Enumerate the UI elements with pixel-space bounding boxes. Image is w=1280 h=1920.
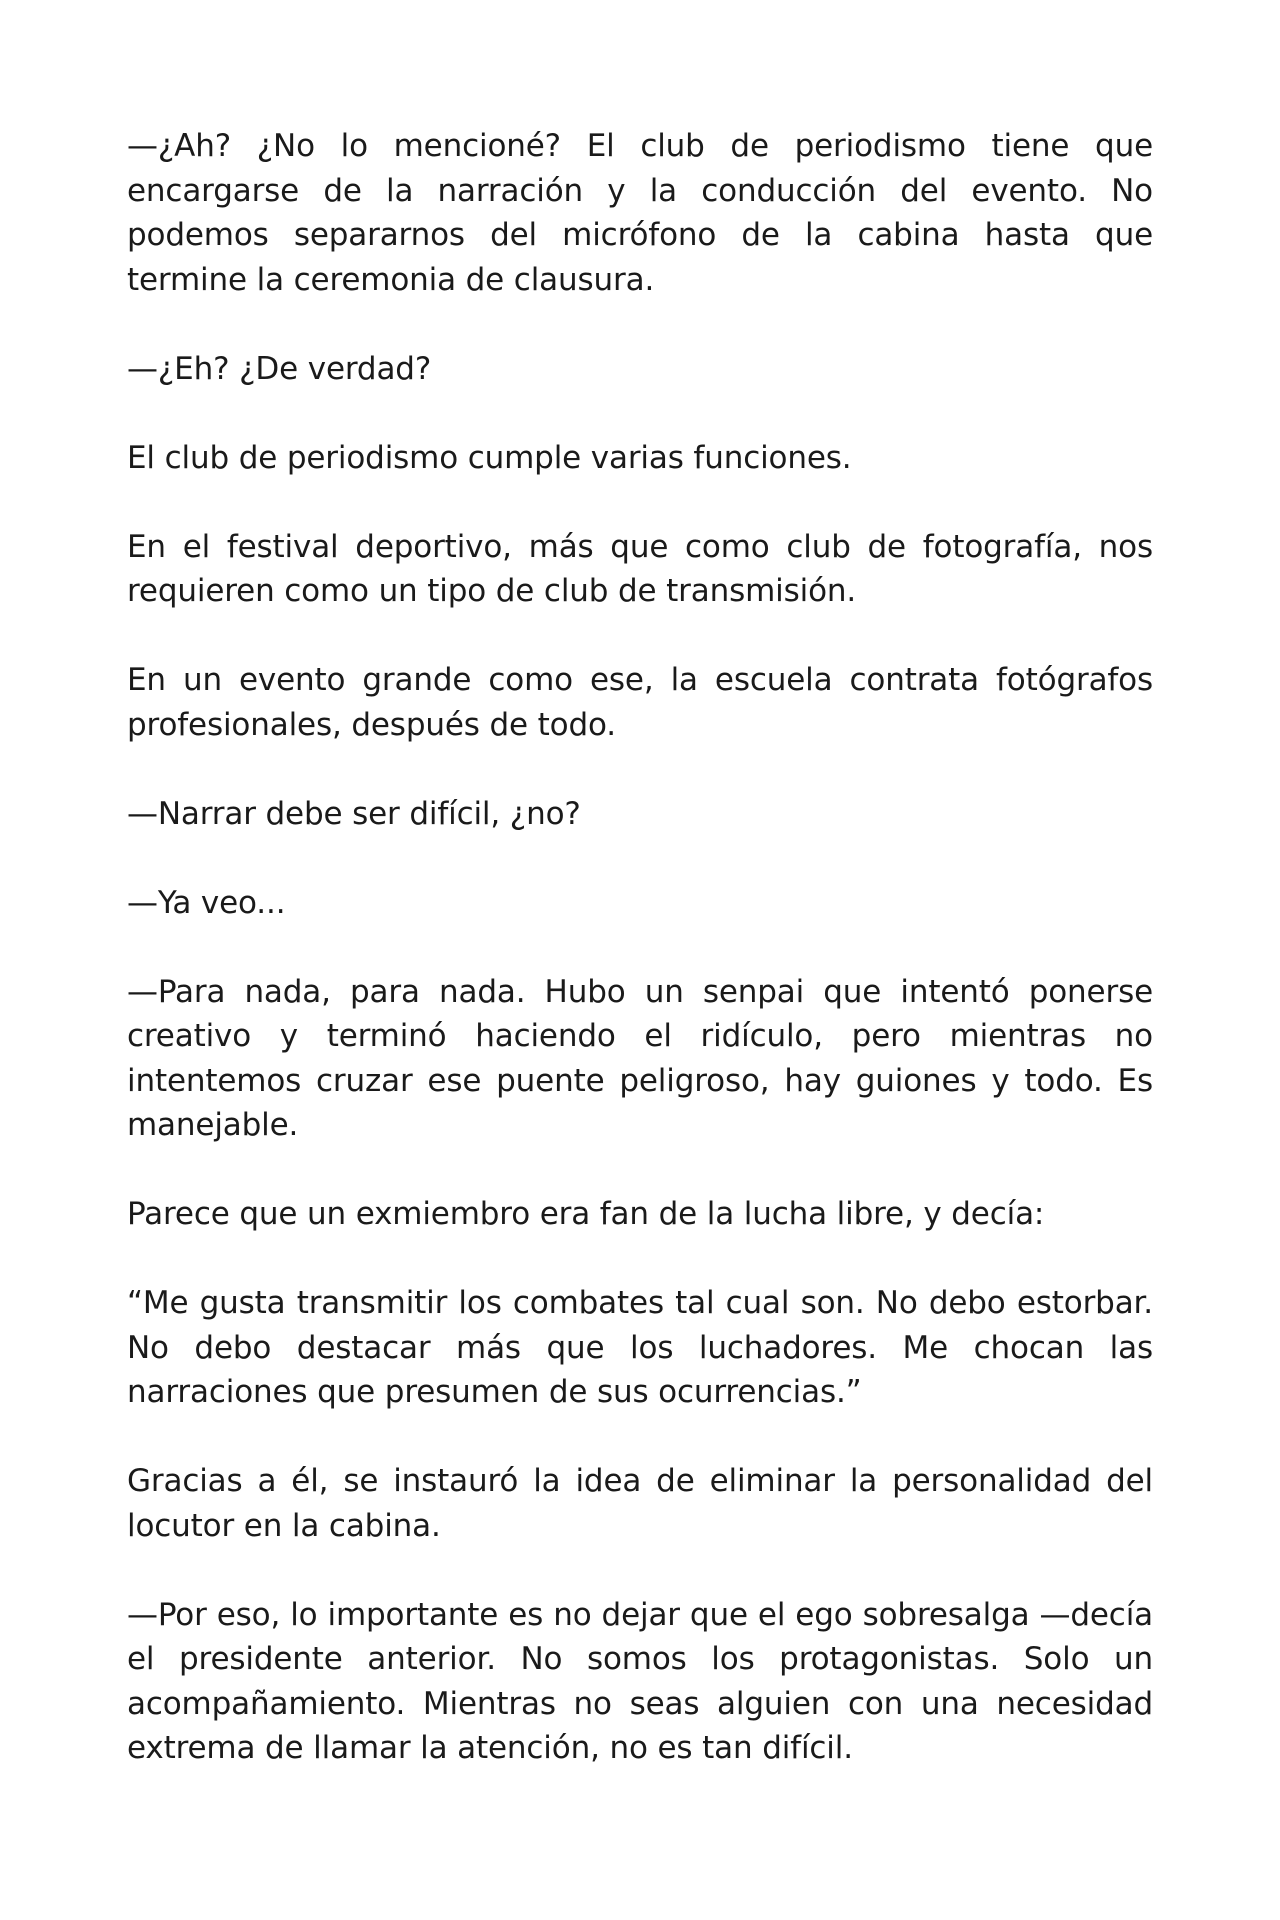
paragraph: —Para nada, para nada. Hubo un senpai que intentó ponerse creativo y terminó haciendo el ridículo, pero mientras no intentemos cruzar ese puente peligroso, hay guiones y todo. Es manejable.	[127, 973, 1153, 1143]
paragraph: —Ya veo...	[127, 884, 286, 921]
paragraph: Gracias a él, se instauró la idea de eliminar la personalidad del locutor en la cabina.	[127, 1463, 1153, 1544]
paragraph: “Me gusta transmitir los combates tal cual son. No debo estorbar. No debo destacar más que los luchadores. Me chocan las narraciones que presumen de sus ocurrencias.”	[127, 1285, 1153, 1410]
paragraph: —Narrar debe ser difícil, ¿no?	[127, 795, 581, 832]
paragraph: —¿Ah? ¿No lo mencioné? El club de periodismo tiene que encargarse de la narración y la conducción del evento. No podemos separarnos del micrófono de la cabina hasta que termine la ceremonia de clausura.	[127, 128, 1153, 298]
paragraph: Parece que un exmiembro era fan de la lucha libre, y decía:	[127, 1196, 1045, 1232]
paragraph: En un evento grande como ese, la escuela contrata fotógrafos profesionales, después de todo.	[127, 662, 1153, 743]
paragraph: —¿Eh? ¿De verdad?	[127, 350, 432, 387]
paragraph: En el festival deportivo, más que como club de fotografía, nos requieren como un tipo de club de transmisión.	[127, 528, 1153, 609]
document-page	[127, 124, 1153, 1771]
paragraph: El club de periodismo cumple varias funciones.	[127, 439, 852, 476]
paragraph: —Por eso, lo importante es no dejar que el ego sobresalga —decía el presidente anterior. No somos los protagonistas. Solo un acompañamiento. Mientras no seas alguien con una necesidad extrema de llamar la atención, no es tan difícil.	[127, 1596, 1153, 1766]
